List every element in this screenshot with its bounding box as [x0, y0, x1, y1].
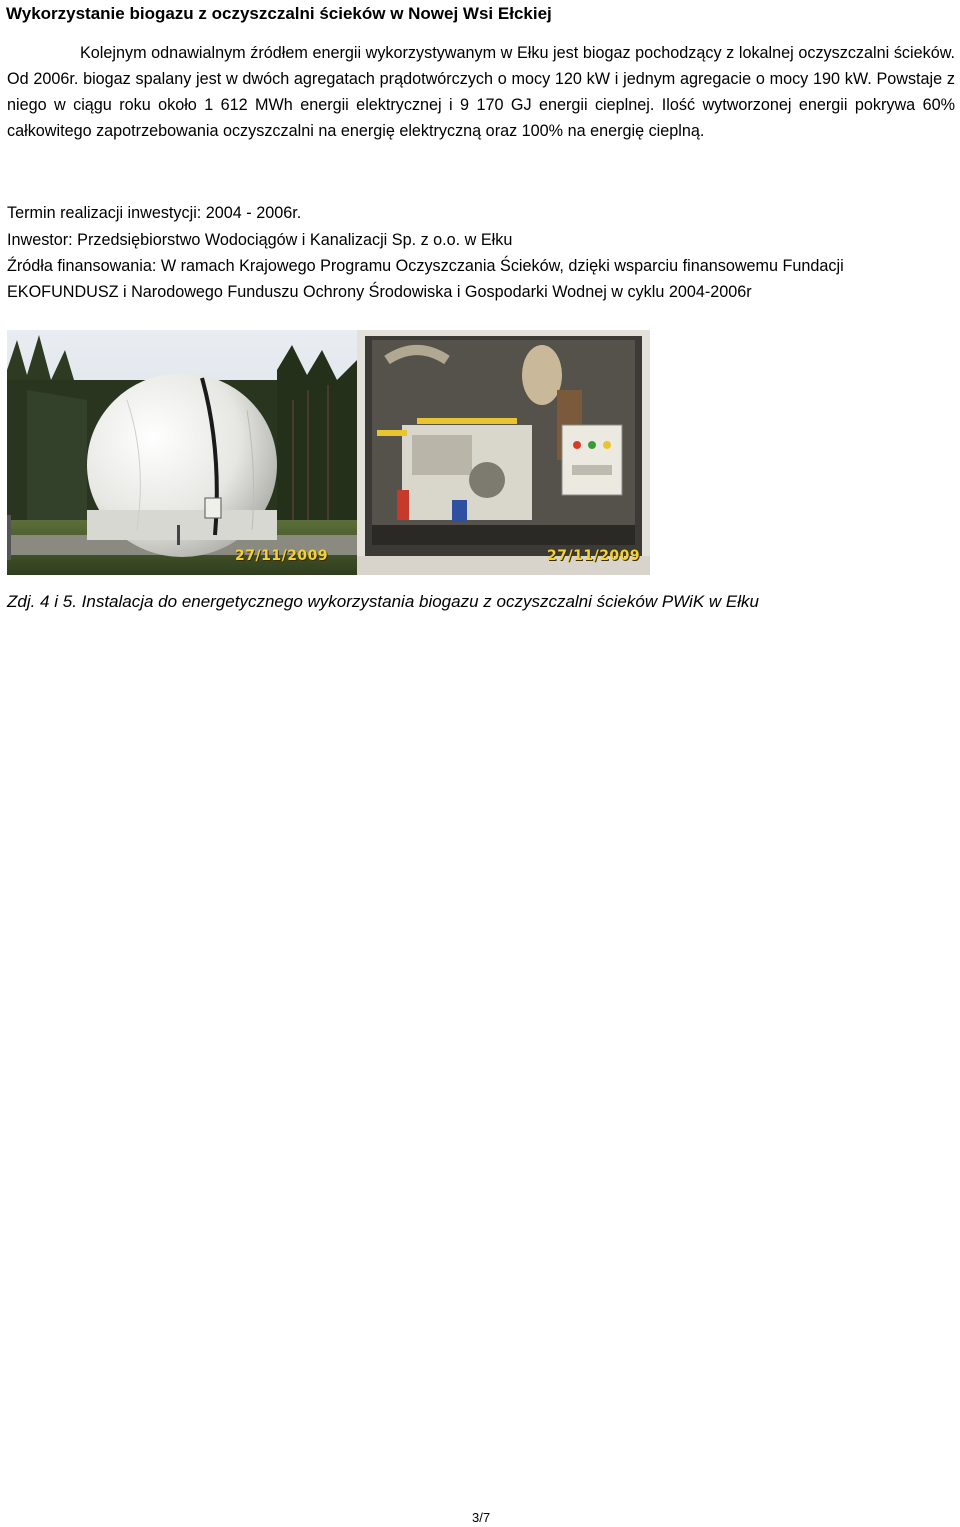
photo-date-stamp: 27/11/2009 [547, 548, 641, 564]
biogas-dome-photo [7, 330, 357, 575]
photo-date-stamp: 27/11/2009 [235, 548, 329, 564]
funding-sources: Źródła finansowania: W ramach Krajowego Programu Oczyszczania Ścieków, dzięki wsparciu finansowemu Fundacji EKOFUNDUSZ i Narodowego Funduszu Ochrony Środowiska i Gospodarki Wodnej w cyklu 2004-2006r [7, 257, 844, 301]
body-paragraph-text: Kolejnym odnawialnym źródłem energii wykorzystywanym w Ełku jest biogaz pochodzący z lokalnej oczyszczalni ścieków. Od 2006r. biogaz spalany jest w dwóch agregatach prądotwórczych o mocy 120 kW i jednym agregacie o mocy 190 kW. Powstaje z niego w ciągu roku około 1 612 MWh energii elektrycznej i 9 170 GJ energii cieplnej. Ilość wytworzonej energii pokrywa 60% całkowitego zapotrzebowania oczyszczalni na energię elektryczną oraz 100% na energię cieplną. [7, 44, 955, 140]
investor-line: Inwestor: Przedsiębiorstwo Wodociągów i Kanalizacji Sp. z o.o. w Ełku [7, 231, 513, 249]
investment-term: Termin realizacji inwestycji: 2004 - 2006r. [7, 204, 302, 222]
biogas-dome-image [7, 330, 357, 575]
body-paragraph [7, 40, 955, 144]
photo-caption: Zdj. 4 i 5. Instalacja do energetycznego wykorzystania biogazu z oczyszczalni ścieków PWiK w Ełku [7, 592, 759, 611]
page-title: Wykorzystanie biogazu z oczyszczalni ścieków w Nowej Wsi Ełckiej [6, 4, 552, 23]
generator-unit-photo [357, 330, 650, 575]
generator-unit-image [357, 330, 650, 575]
page-number: 3/7 [472, 1510, 491, 1525]
